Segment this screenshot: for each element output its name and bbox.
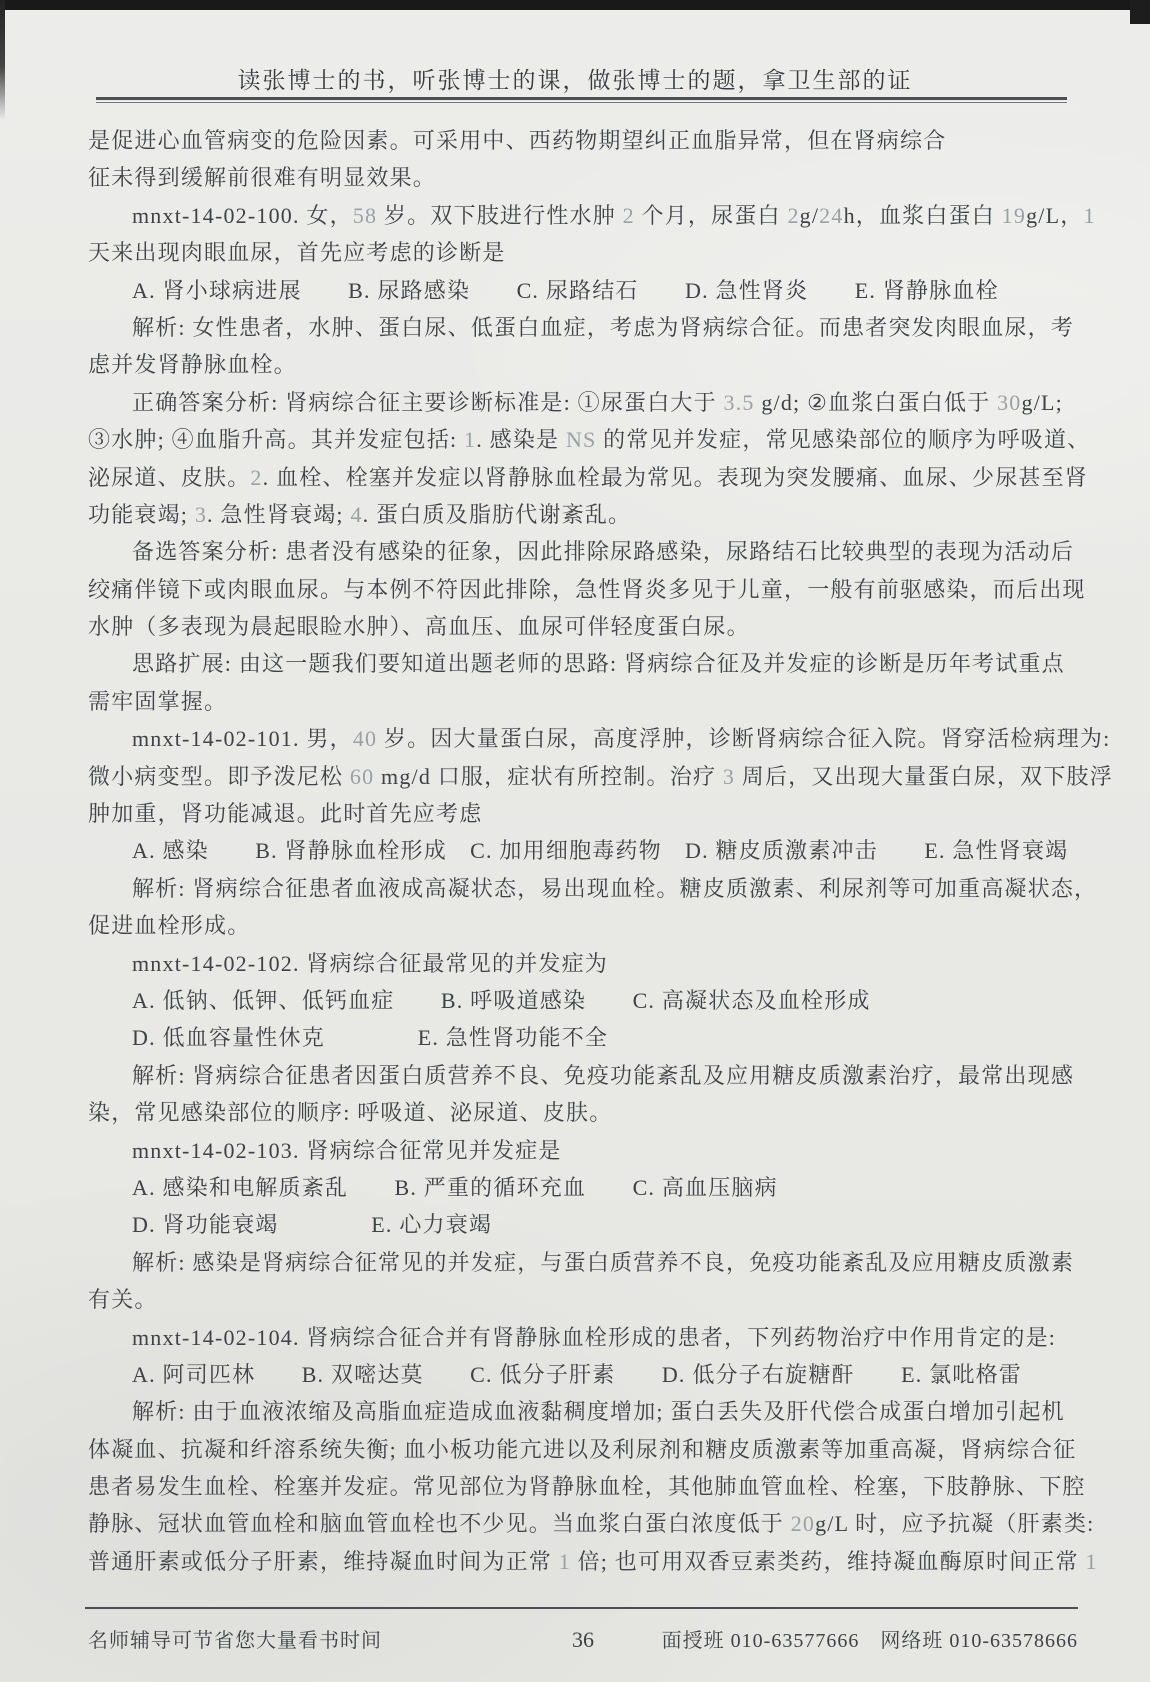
text-line: 水肿（多表现为晨起眼睑水肿）、高血压、血尿可伴轻度蛋白尿。 xyxy=(88,614,750,640)
text-line: 患者易发生血栓、栓塞并发症。常见部位为肾静脉血栓，其他肺血管血栓、栓塞，下肢静脉、下腔 xyxy=(88,1474,1086,1500)
text-line: A. 阿司匹林 B. 双嘧达莫 C. 低分子肝素 D. 低分子右旋糖酐 E. 氯吡格雷 xyxy=(132,1361,1022,1387)
text-line: 需牢固掌握。 xyxy=(88,688,228,714)
text-line: 体凝血、抗凝和纤溶系统失衡; 血小板功能亢进以及利尿剂和糖皮质激素等加重高凝，肾病综合征 xyxy=(88,1436,1077,1462)
text-line: A. 感染 B. 肾静脉血栓形成 C. 加用细胞毒药物 D. 糖皮质激素冲击 E. 急性肾衰竭 xyxy=(132,838,1069,864)
text-line: 普通肝素或低分子肝素，维持凝血时间为正常 1 倍; 也可用双香豆素类药，维持凝血酶原时间正常 1 xyxy=(88,1548,1098,1574)
text-line: mnxt-14-02-102. 肾病综合征最常见的并发症为 xyxy=(132,950,609,976)
text-line: mnxt-14-02-103. 肾病综合征常见并发症是 xyxy=(132,1137,562,1163)
scan-edge-top-right xyxy=(1130,0,1150,24)
page-footer xyxy=(88,1624,1078,1653)
text-line: 肿加重，肾功能减退。此时首先应考虑 xyxy=(88,801,483,827)
text-line: mnxt-14-02-104. 肾病综合征合并有肾静脉血栓形成的患者，下列药物治疗中作用肯定的是: xyxy=(132,1324,1057,1350)
text-line: 解析: 由于血液浓缩及高脂血症造成血液黏稠度增加; 蛋白丢失及肝代偿合成蛋白增加引起机 xyxy=(132,1399,1065,1425)
footer-divider xyxy=(85,1607,1078,1609)
footer-contact-text: 面授班 010-63577666 网络班 010-63578666 xyxy=(661,1630,1078,1652)
text-line: 天来出现肉眼血尿，首先应考虑的诊断是 xyxy=(88,240,506,266)
text-line: 解析: 肾病综合征患者因蛋白质营养不良、免疫功能紊乱及应用糖皮质激素治疗，最常出现感 xyxy=(132,1062,1075,1088)
text-line: 解析: 女性患者，水肿、蛋白尿、低蛋白血症，考虑为肾病综合征。而患者突发肉眼血尿，考 xyxy=(132,314,1075,340)
page-header-slogan: 读张博士的书，听张博士的课，做张博士的题，拿卫生部的证 xyxy=(237,68,913,93)
scan-edge-left xyxy=(0,0,5,120)
page-number: 36 xyxy=(572,1627,594,1652)
text-line: A. 肾小球病进展 B. 尿路感染 C. 尿路结石 D. 急性肾炎 E. 肾静脉血栓 xyxy=(132,277,999,303)
text-line: 染，常见感染部位的顺序: 呼吸道、泌尿道、皮肤。 xyxy=(88,1100,613,1126)
text-line: 泌尿道、皮肤。2. 血栓、栓塞并发症以肾静脉血栓最为常见。表现为突发腰痛、血尿、少尿甚至肾 xyxy=(88,464,1089,490)
text-line: A. 低钠、低钾、低钙血症 B. 呼吸道感染 C. 高凝状态及血栓形成 xyxy=(132,987,871,1013)
text-line: 解析: 肾病综合征患者血液成高凝状态，易出现血栓。糖皮质激素、利尿剂等可加重高凝状态， xyxy=(132,875,1098,901)
text-line: 思路扩展: 由这一题我们要知道出题老师的思路: 肾病综合征及并发症的诊断是历年考试重点 xyxy=(132,651,1065,677)
text-line: A. 感染和电解质紊乱 B. 严重的循环充血 C. 高血压脑病 xyxy=(132,1174,778,1200)
text-line: mnxt-14-02-101. 男，40 岁。因大量蛋白尿，高度浮肿，诊断肾病综合征入院。肾穿活检病理为: xyxy=(132,726,1111,752)
scan-edge-top xyxy=(0,0,1150,10)
text-line: D. 低血容量性休克 E. 急性肾功能不全 xyxy=(132,1025,609,1051)
text-line: 有关。 xyxy=(88,1287,158,1313)
text-line: 征未得到缓解前很难有明显效果。 xyxy=(88,165,437,191)
text-line: 解析: 感染是肾病综合征常见的并发症，与蛋白质营养不良，免疫功能紊乱及应用糖皮质激素 xyxy=(132,1249,1075,1275)
footer-left-text: 名师辅导可节省您大量看书时间 xyxy=(88,1630,382,1652)
text-line: 备选答案分析: 患者没有感染的征象，因此排除尿路感染，尿路结石比较典型的表现为活动后 xyxy=(132,539,1075,565)
text-line: 绞痛伴镜下或肉眼血尿。与本例不符因此排除，急性肾炎多见于儿童，一般有前驱感染，而后出现 xyxy=(88,576,1086,602)
text-line: ③水肿; ④血脂升高。其并发症包括: 1. 感染是 NS 的常见并发症，常见感染部位的顺序为呼吸道、 xyxy=(88,427,1091,453)
text-line: 是促进心血管病变的危险因素。可采用中、西药物期望纠正血脂异常，但在肾病综合 xyxy=(88,128,947,153)
text-line: D. 肾功能衰竭 E. 心力衰竭 xyxy=(132,1212,493,1238)
header-divider xyxy=(96,97,1067,100)
text-line: 虑并发肾静脉血栓。 xyxy=(88,352,297,378)
text-line: 促进血栓形成。 xyxy=(88,913,251,939)
text-line: 静脉、冠状血管血栓和脑血管血栓也不少见。当血浆白蛋白浓度低于 20g/L 时，应予抗凝（肝素类: xyxy=(88,1511,1095,1537)
text-line: 正确答案分析: 肾病综合征主要诊断标准是: ①尿蛋白大于 3.5 g/d; ②血浆白蛋白低于 30g/L; xyxy=(132,389,1063,415)
text-line: 微小病变型。即予泼尼松 60 mg/d 口服，症状有所控制。治疗 3 周后，又出现大量蛋白尿，双下肢浮 xyxy=(88,763,1113,789)
page-body xyxy=(88,122,1113,1580)
text-line: mnxt-14-02-100. 女，58 岁。双下肢进行性水肿 2 个月，尿蛋白 2g/24h，血浆白蛋白 19g/L，1 xyxy=(132,202,1096,228)
text-line: 功能衰竭; 3. 急性肾衰竭; 4. 蛋白质及脂肪代谢紊乱。 xyxy=(88,501,632,527)
